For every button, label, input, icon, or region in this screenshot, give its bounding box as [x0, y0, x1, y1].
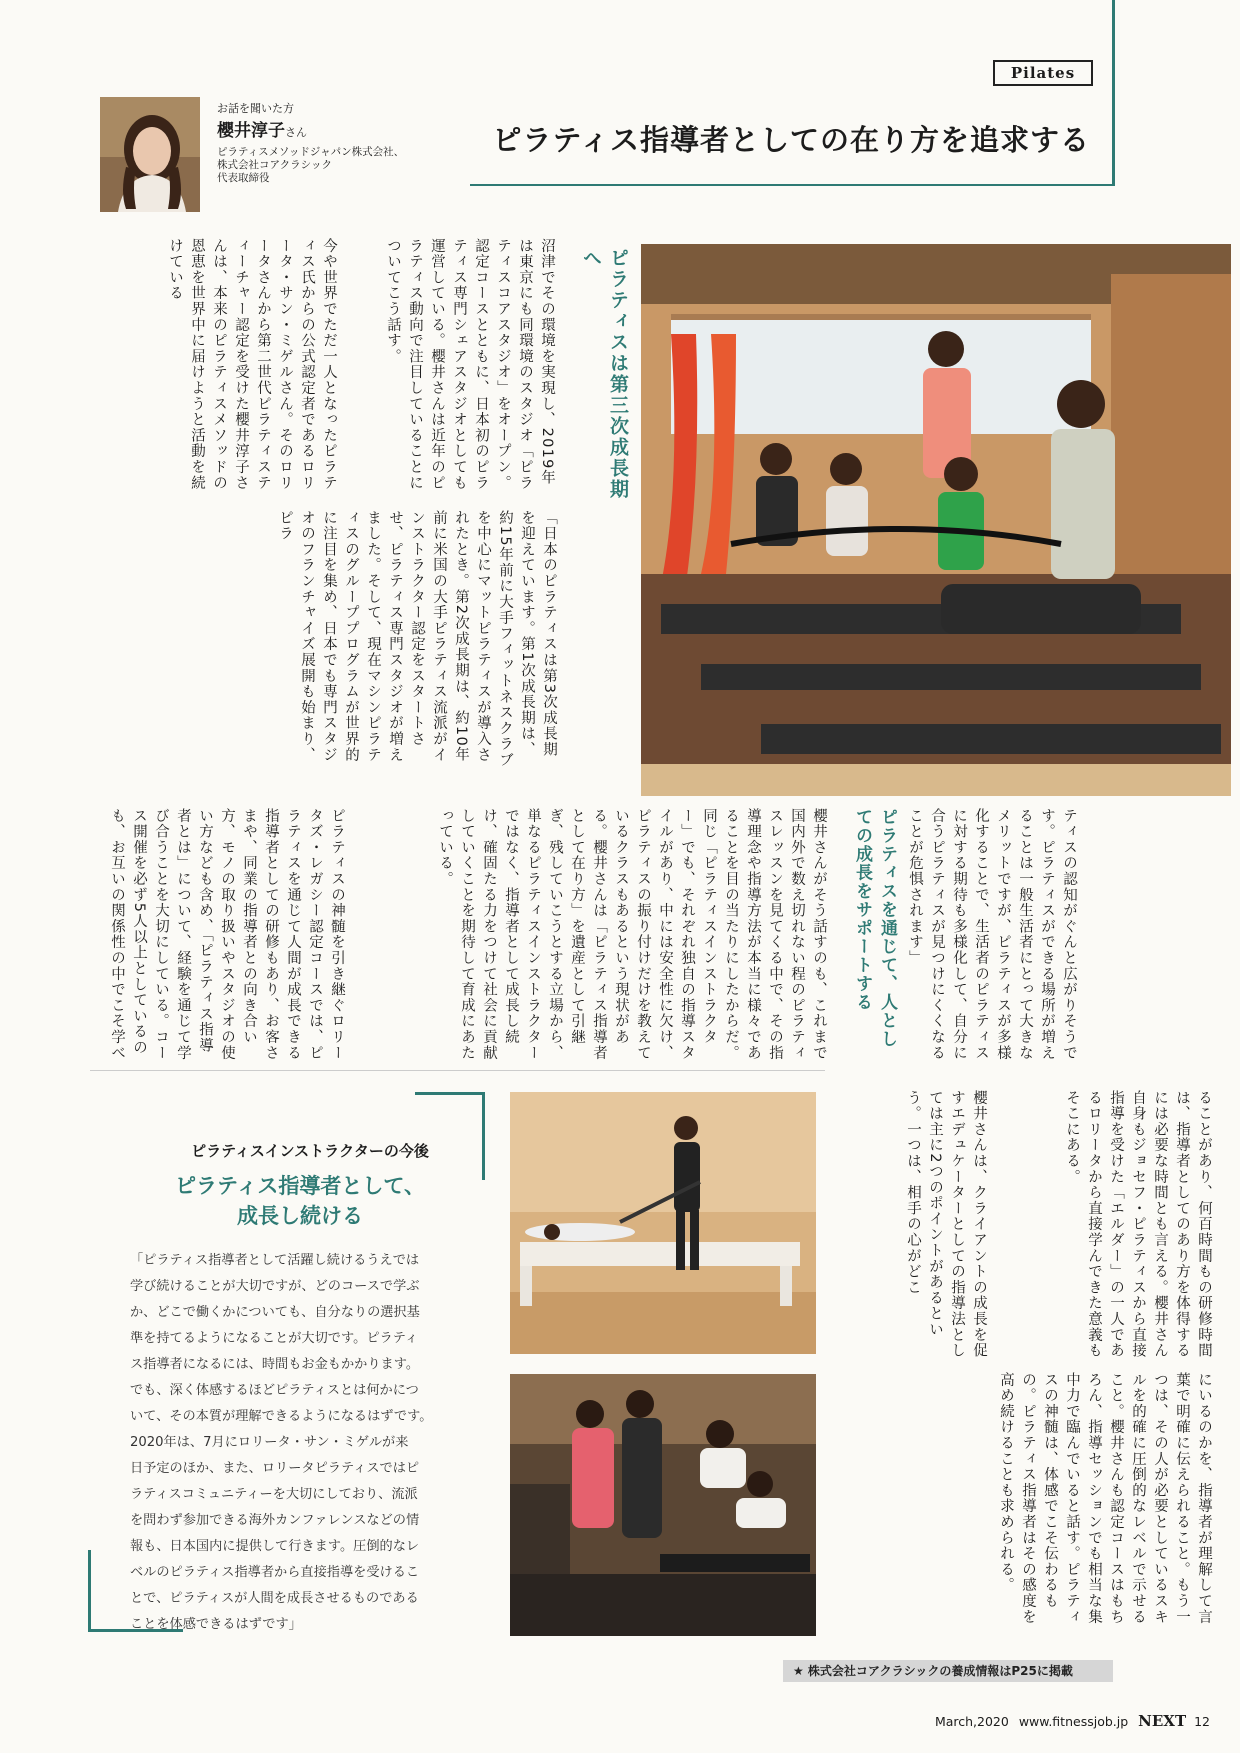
header-frame-line — [1112, 0, 1115, 186]
profile-honorific: さん — [285, 126, 307, 139]
section1-column-1: 今や世界でただ一人となったピラティス氏からの公式認定者であるロリータ・サン・ミゲルさん。そのロリータさんから第二世代ピラティスティーチャー認定を受けた櫻井淳子さんは、本来のピラティスメソッドの恩恵を世界中に届けようと活動を続けている — [167, 238, 337, 491]
footer-page: 12 — [1194, 1714, 1210, 1729]
section2-column-1: 櫻井さんがそう話すのも、これまで国内外で数え切れない程のピラティスレッスンを見てくる中で、その指導理念や指導方法が本当に様々であることを目の当たりにしたからだ。同じ「ピラティスインストラクター」でも、それぞれ独自の指導スタイルがあり、中には安全性に欠け、ピラティスの振り付けだけを教えているクラスもあるという現状がある。櫻井さんは「ピラティス指導者として在り方」を遺産として引継ぎ、残していこうとする立場から、単なるピラティスインストラクターではなく、指導者として成長し続け、確固たる力をつけて社会に貢献していくことを期待して育成にあたっている。 — [437, 808, 827, 1061]
profile-affiliation-1: ピラティスメソッドジャパン株式会社、 — [217, 146, 405, 158]
header-frame-bottom — [470, 184, 1115, 186]
sidebar-body — [130, 1248, 475, 1638]
footer-date: March,2020 — [934, 1714, 1009, 1729]
section3-column-b-main: ることがあり、何百時間もの研修時間は、指導者としてのあり方を体得するには必要な時間とも言える。櫻井さん自身もジョセフ・ピラティスから直接指導を受けた「エルダー」の一人であるロリータから直接学んできた意義もそこにある。 — [1064, 1090, 1212, 1359]
sidebar-kicker: ピラティスインストラクターの今後 — [191, 1142, 429, 1160]
profile-affiliation-2: 株式会社コアクラシック — [217, 159, 332, 171]
footer — [870, 1712, 1210, 1730]
reformer-photo — [510, 1092, 816, 1354]
section-tag: Pilates — [993, 60, 1093, 86]
section1-heading: ピラティスは第三次成長期へ — [580, 248, 629, 500]
sidebar-frame-right — [482, 1092, 485, 1180]
profile-name-row — [217, 116, 307, 141]
sidebar-line: 報も、日本国内に提供して行きます。圧倒的なレ — [130, 1539, 420, 1554]
sidebar-line: 「ピラティス指導者として活躍し続けるうえでは — [130, 1253, 420, 1268]
section1-column-3: 「日本のピラティスは第3次成長期を迎えています。第1次成長期は、約15年前に大手フィットネスクラブを中心にマットピラティスが導入されたとき。第2次成長期は、約10年前に米国の大手ピラティス流派がインストラクター認定をスタートさせ、ピラティス専門スタジオが増えました。そして、現在マシンピラティスのグループプログラムが世界的に注目を集め、日本でも専門スタジオのフランチャイズ展開も始まり、ピラ — [277, 510, 557, 769]
sidebar-line: 日予定のほか、また、ロリータピラティスではピ — [130, 1461, 420, 1476]
profile-role: 代表取締役 — [217, 172, 270, 184]
sidebar-frame-top — [415, 1092, 485, 1095]
divider — [90, 1070, 825, 1071]
class-photo — [641, 244, 1231, 796]
sidebar-title-1: ピラティス指導者として、 — [175, 1174, 425, 1198]
sidebar-title-2: 成長し続ける — [237, 1204, 363, 1228]
sidebar-line: 2020年は、7月にロリータ・サン・ミゲルが来 — [130, 1435, 409, 1450]
info-note: ★ 株式会社コアクラシックの養成情報はP25に掲載 — [783, 1660, 1113, 1682]
sidebar-line: か、どこで働くかについても、自分なりの選択基 — [130, 1305, 420, 1320]
sidebar-line: ラティスコミュニティーを大切にしており、流派 — [130, 1487, 418, 1502]
profile-caption: お話を聞いた方 — [217, 102, 294, 115]
section2-column-a: ティスの認知がぐんと広がりそうです。ピラティスができる場所が増えることは一般生活者にとって大きなメリットですが、ピラティスが多様化することで、生活者のピラティスに対する期待も多様化して、自分に合うピラティスが見つけにくくなることが危惧されます」 — [907, 808, 1077, 1061]
sidebar-line: 学び続けることが大切ですが、どのコースで学ぶ — [130, 1279, 420, 1294]
portrait-photo — [100, 97, 200, 212]
sidebar-frame-left — [88, 1550, 91, 1632]
sidebar-line: 準を持てるようになることが大切です。ピラティ — [130, 1331, 419, 1346]
sidebar-line: いて、その本質が理解できるようになるはずです。 — [130, 1409, 433, 1424]
page-title: ピラティス指導者としての在り方を追求する — [492, 123, 1090, 157]
sidebar-line: を問わず参加できる海外カンファレンスなどの情 — [130, 1513, 420, 1528]
footer-brand: NEXT — [1138, 1712, 1187, 1730]
footer-url: www.fitnessjob.jp — [1018, 1714, 1129, 1729]
sidebar-line: でも、深く体感するほどピラティスとは何かにつ — [130, 1383, 419, 1398]
section2-heading-1: ピラティスを通じて、人としての成長をサポートする — [852, 808, 897, 1049]
sidebar-line: ス指導者になるには、時間もお金もかかります。 — [130, 1357, 420, 1372]
sidebar-line: とで、ピラティスが人間を成長させるものである — [130, 1591, 419, 1606]
sidebar-line: ことを体感できるはずです」 — [130, 1617, 302, 1632]
sidebar-line: ベルのピラティス指導者から直接指導を受けるこ — [130, 1565, 420, 1580]
section1-column-3-cont: 沼津でその環境を実現し、2019年は東京にも同環境のスタジオ「ピラティスコアスタジオ」をオープン。認定コースとともに、日本初のピラティス専門シェアスタジオとしても運営している。櫻井さんは近年のピラティス動向で注目していることについてこう話す。 — [385, 238, 555, 491]
instruction-photo — [510, 1374, 816, 1636]
profile-name: 櫻井淳子 — [217, 121, 285, 141]
section3-column-d: にいるのかを、指導者が理解して言葉で明確に伝えられること。もう一つは、その人が必要としているスキルを的確に圧倒的なレベルで示せること。櫻井さんも認定コースはもちろん、指導セッションでも相当な集中力で臨んでいると話す。ピラティスの神髄は、体感でこそ伝わるもの。ピラティス指導者はその感度を高め続けることも求められる。 — [998, 1372, 1212, 1625]
section3-column-c: 櫻井さんは、クライアントの成長を促すエデュケーターとしての指導法としては主に2つのポイントがあるという。一つは、相手の心がどこ — [905, 1090, 987, 1359]
section2-column-2: ピラティスの神髄を引き継ぐロリータズ・レガシー認定コースでは、ピラティスを通じて人間が成長できる指導者としての研修もあり、お客さまや、同業の指導者との向き合い方、モノの取り扱いやスタジオの使い方なども含め、「ピラティス指導者とは」について、経験を通じて学び合うことを大切にしている。コース開催を必ず5人以上としているのも、お互いの関係性の中でこそ学べ — [109, 808, 345, 1061]
